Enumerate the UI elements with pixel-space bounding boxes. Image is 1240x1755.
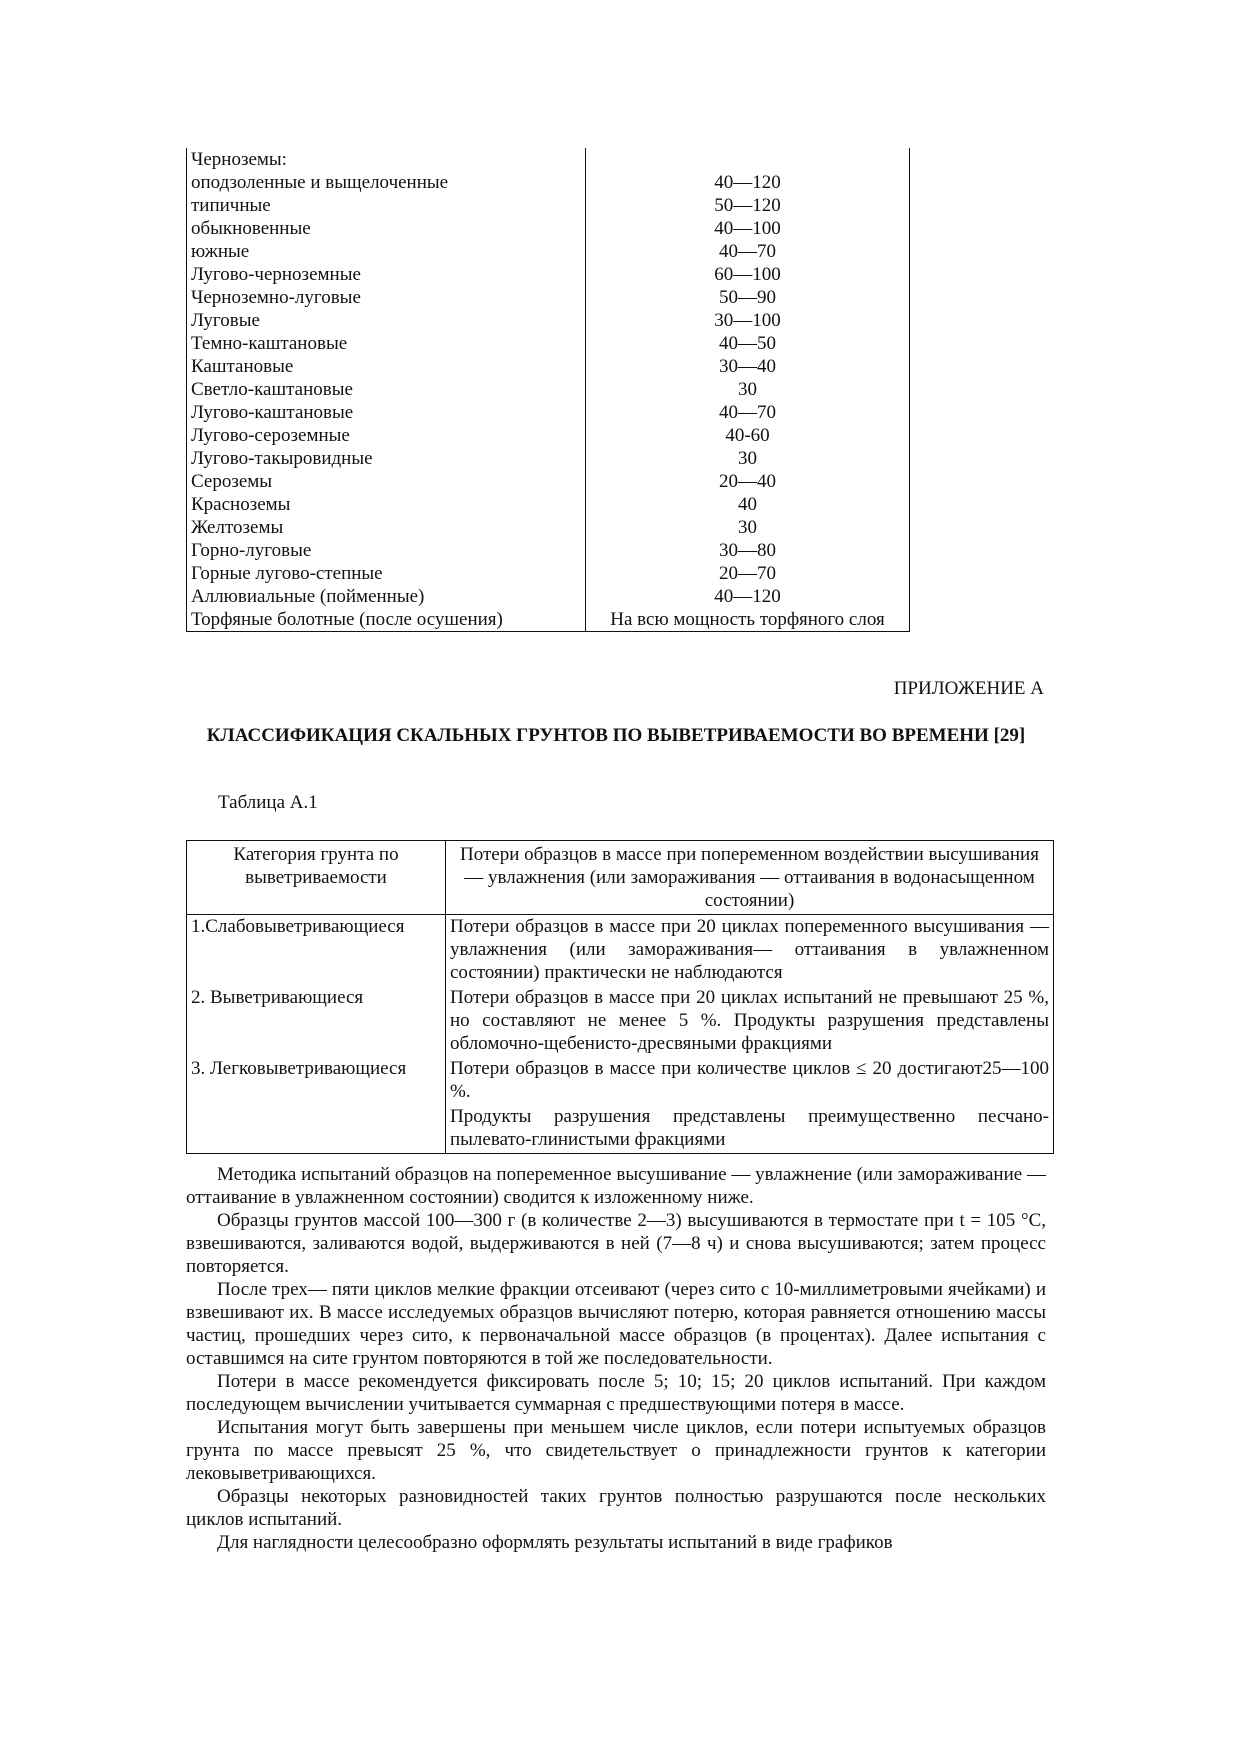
row-category: 2. Выветривающиеся [187, 986, 446, 1057]
soil-depth-value: 40—120 [586, 171, 910, 194]
table-row [187, 447, 910, 470]
table-row [187, 194, 910, 217]
soil-depth-value: 30 [586, 378, 910, 401]
soil-depth-value: 40—50 [586, 332, 910, 355]
soil-name: Лугово-черноземные [187, 263, 586, 286]
table-row [187, 562, 910, 585]
soil-depth-value: 30 [586, 447, 910, 470]
table-row [187, 915, 1054, 987]
soil-name: Светло-каштановые [187, 378, 586, 401]
paragraph: Для наглядности целесообразно оформлять результаты испытаний в виде графиков [217, 1532, 893, 1553]
soil-name: Лугово-каштановые [187, 401, 586, 424]
table-row [187, 1057, 1054, 1105]
paragraph: После трех— пяти циклов мелкие фракции отсеивают (через сито с 10-миллиметровыми ячейками) и взвешивают их. В массе исследуемых образцов вычисляют потерю, которая равняется отношению массы частиц, прошедших через сито, к первоначальной массе образцов (в процентах). Далее испытания с оставшимся на сите грунтом повторяются в той же последовательности. [186, 1279, 1046, 1369]
soil-name: Торфяные болотные (после осушения) [187, 608, 586, 632]
soil-name: Сероземы [187, 470, 586, 493]
table-row [187, 286, 910, 309]
header-category: Категория грунта по выветриваемости [187, 841, 446, 915]
paragraph: Методика испытаний образцов на попеременное высушивание — увлажнение (или замораживание — оттаивание в увлажненном состоянии) сводится к изложенному ниже. [186, 1164, 1046, 1208]
table-row [187, 401, 910, 424]
soil-name: Луговые [187, 309, 586, 332]
table-row [187, 378, 910, 401]
header-losses: Потери образцов в массе при попеременном воздействии высушивания — увлажнения (или замораживания — оттаивания в водонасыщенном состоянии) [446, 841, 1054, 915]
soil-depth-value: 40—120 [586, 585, 910, 608]
soil-depth-value: 20—70 [586, 562, 910, 585]
table-row [187, 1105, 1054, 1154]
table-row [187, 263, 910, 286]
table-row [187, 148, 910, 171]
soil-depth-value: 40 [586, 493, 910, 516]
soil-depth-value: На всю мощность торфяного слоя [586, 608, 910, 632]
soil-depth-value: 40—70 [586, 240, 910, 263]
soil-depth-value: 60—100 [586, 263, 910, 286]
table-row [187, 240, 910, 263]
table-row [187, 217, 910, 240]
table-row [187, 332, 910, 355]
soil-depth-value: 30—40 [586, 355, 910, 378]
soil-name: Горно-луговые [187, 539, 586, 562]
row-description: Потери образцов в массе при 20 циклах попеременного высушивания — увлажнения (или замораживания— оттаивания в увлажненном состоянии) практически не наблюдаются [446, 915, 1054, 987]
body-text [186, 1163, 1046, 1554]
soil-depth-value: 50—90 [586, 286, 910, 309]
row-description: Продукты разрушения представлены преимущественно песчано-пылевато-глинистыми фракциями [446, 1105, 1054, 1154]
soil-name: Каштановые [187, 355, 586, 378]
soil-name: Горные лугово-степные [187, 562, 586, 585]
soil-depth-value: 30—100 [586, 309, 910, 332]
soil-name: типичные [187, 194, 586, 217]
soil-table-body [187, 148, 910, 632]
soil-depth-value [586, 148, 910, 171]
weathering-table [186, 840, 1054, 1154]
soil-depth-table [186, 148, 910, 632]
soil-name: Черноземы: [187, 148, 586, 171]
soil-name: Черноземно-луговые [187, 286, 586, 309]
table-row [187, 355, 910, 378]
table-row [187, 516, 910, 539]
soil-name: Аллювиальные (пойменные) [187, 585, 586, 608]
soil-name: оподзоленные и выщелоченные [187, 171, 586, 194]
table-row [187, 986, 1054, 1057]
table-row [187, 309, 910, 332]
section-title: КЛАССИФИКАЦИЯ СКАЛЬНЫХ ГРУНТОВ ПО ВЫВЕТРИВАЕМОСТИ ВО ВРЕМЕНИ [29] [206, 725, 1026, 746]
paragraph: Потери в массе рекомендуется фиксировать после 5; 10; 15; 20 циклов испытаний. При каждом последующем вычислении учитывается суммарная с предшествующими потеря в массе. [186, 1371, 1046, 1415]
soil-depth-value: 40—70 [586, 401, 910, 424]
table-label: Таблица А.1 [218, 792, 318, 813]
soil-name: обыкновенные [187, 217, 586, 240]
row-description: Потери образцов в массе при количестве циклов ≤ 20 достигают25—100 %. [446, 1057, 1054, 1105]
soil-name: Лугово-такыровидные [187, 447, 586, 470]
paragraph: Образцы некоторых разновидностей таких грунтов полностью разрушаются после нескольких циклов испытаний. [186, 1486, 1046, 1530]
row-category: 3. Легковыветривающиеся [187, 1057, 446, 1105]
paragraph: Образцы грунтов массой 100—300 г (в количестве 2—3) высушиваются в термостате при t = 105 °С, взвешиваются, заливаются водой, выдерживаются в ней (7—8 ч) и снова высушиваются; затем процесс повторяется. [186, 1210, 1046, 1277]
appendix-label: ПРИЛОЖЕНИЕ А [893, 678, 1044, 699]
soil-depth-value: 40-60 [586, 424, 910, 447]
soil-depth-value: 40—100 [586, 217, 910, 240]
table-row [187, 585, 910, 608]
soil-name: Желтоземы [187, 516, 586, 539]
soil-name: Лугово-сероземные [187, 424, 586, 447]
row-description: Потери образцов в массе при 20 циклах испытаний не превышают 25 %, но составляют не менее 5 %. Продукты разрушения представлены обломочно-щебенисто-дресвяными фракциями [446, 986, 1054, 1057]
paragraph: Испытания могут быть завершены при меньшем числе циклов, если потери испытуемых образцов грунта по массе превысят 25 %, что свидетельствует о принадлежности грунтов к категории лековыветривающихся. [186, 1417, 1046, 1484]
table-row [187, 493, 910, 516]
row-category: 1.Слабовыветривающиеся [187, 915, 446, 987]
row-category-empty [187, 1105, 446, 1154]
table-row [187, 539, 910, 562]
soil-name: Красноземы [187, 493, 586, 516]
soil-name: южные [187, 240, 586, 263]
table-row [187, 171, 910, 194]
table-row [187, 470, 910, 493]
table-header-row [187, 841, 1054, 915]
soil-depth-value: 30 [586, 516, 910, 539]
soil-depth-value: 20—40 [586, 470, 910, 493]
soil-depth-value: 50—120 [586, 194, 910, 217]
table-row [187, 424, 910, 447]
soil-depth-value: 30—80 [586, 539, 910, 562]
table-row [187, 608, 910, 632]
soil-name: Темно-каштановые [187, 332, 586, 355]
